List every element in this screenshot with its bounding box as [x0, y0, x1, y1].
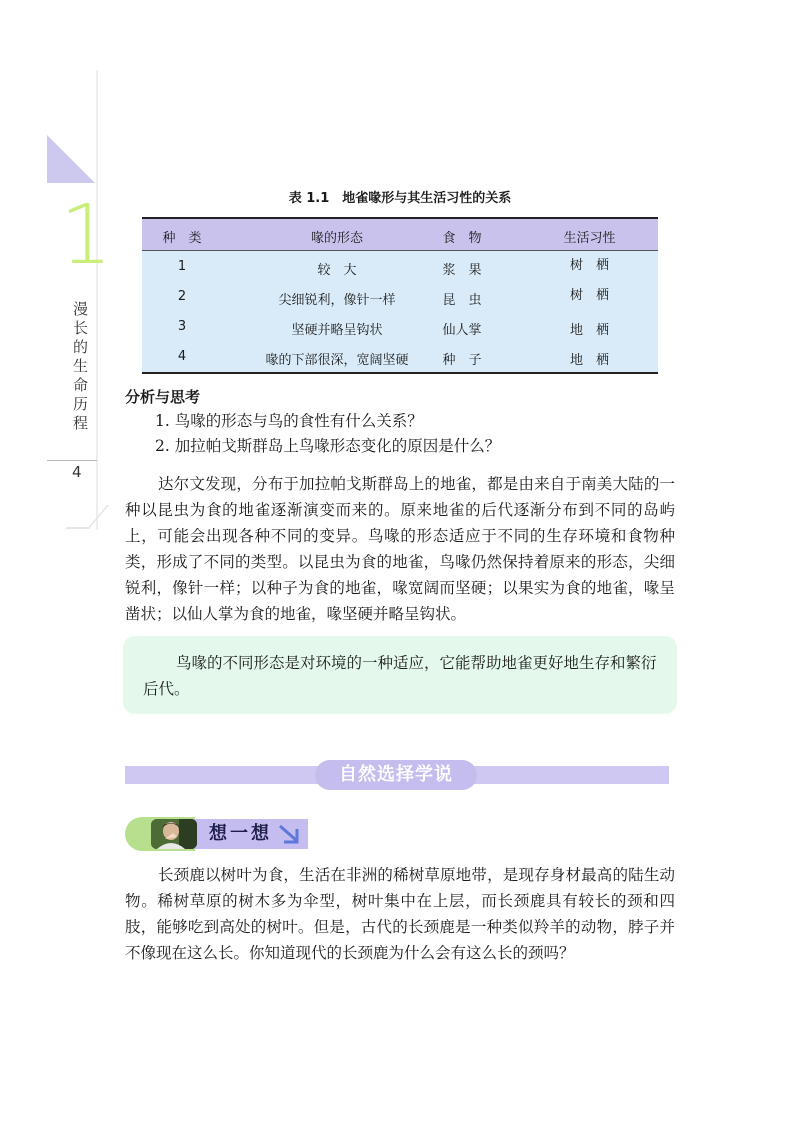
header-cell-species: 种 类: [162, 231, 202, 246]
table-cell: 昆 虫: [442, 293, 482, 308]
table-cell: 树 栖: [569, 288, 609, 303]
table-cell: 地 栖: [569, 353, 609, 368]
question-list: [155, 409, 685, 459]
think-badge: [125, 817, 308, 851]
table-cell: 2: [177, 289, 187, 304]
table-cell: 坚硬并略呈钩状: [291, 323, 383, 338]
table-cell: 尖细锐利，像针一样: [278, 293, 396, 308]
header-cell-food: 食 物: [442, 231, 482, 246]
header-cell-beak: 喙的形态: [310, 231, 363, 246]
table-cell: 4: [177, 349, 187, 364]
section-banner-title: 自然选择学说: [339, 764, 453, 785]
table-cell: 浆 果: [442, 263, 482, 278]
arrow-down-right-icon: [277, 823, 301, 845]
table-cell: 喙的下部很深，宽阔坚硬: [265, 353, 409, 368]
darwin-paragraph: 达尔文发现，分布于加拉帕戈斯群岛上的地雀，都是由来自于南美大陆的一种以昆虫为食的地雀逐渐演变而来的。原来地雀的后代逐渐分布到不同的岛屿上，可能会出现各种不同的变异。鸟喙的形态适应于不同的生存环境和食物种类，形成了不同的类型。以昆虫为食的地雀，鸟喙仍然保持着原来的形态，尖细锐利，像针一样；以种子为食的地雀，喙宽阔而坚硬；以果实为食的地雀，喙呈凿状；以仙人掌为食的地雀，喙坚硬并略呈钩状。: [125, 475, 675, 623]
analysis-heading: 分析与思考: [125, 388, 201, 406]
table-header-row: [142, 219, 658, 251]
table-cell: 地 栖: [569, 323, 609, 338]
data-table: [142, 217, 658, 374]
giraffe-paragraph: 长颈鹿以树叶为食，生活在非洲的稀树草原地带，是现存身材最高的陆生动物。稀树草原的树木多为伞型，树叶集中在上层，而长颈鹿具有较长的颈和四肢，能够吃到高处的树叶。但是，古代的长颈鹿是一种类似羚羊的动物，脖子并不像现在这么长。你知道现代的长颈鹿为什么会有这么长的颈吗？: [125, 866, 675, 962]
thinking-person-image: [151, 819, 197, 849]
table-caption: 表 1.1 地雀喙形与其生活习性的关系: [288, 191, 512, 206]
think-label: 想一想: [209, 823, 272, 844]
page-number: 4: [72, 463, 82, 481]
table-cell: 仙人掌: [442, 323, 482, 338]
header-cell-habit: 生活习性: [563, 231, 616, 246]
table-cell: 树 栖: [569, 258, 609, 273]
question-item: 1. 鸟喙的形态与鸟的食性有什么关系？: [155, 412, 423, 430]
question-item: 2. 加拉帕戈斯群岛上鸟喙形态变化的原因是什么？: [155, 437, 501, 455]
chapter-number: 1: [60, 188, 113, 283]
table-cell: 1: [177, 259, 187, 274]
summary-box: [123, 636, 677, 714]
table-cell: 3: [177, 319, 187, 334]
corner-triangle: [47, 135, 95, 183]
table-cell: 较 大: [317, 263, 357, 278]
summary-text: 鸟喙的不同形态是对环境的一种适应，它能帮助地雀更好地生存和繁衍后代。: [143, 654, 657, 698]
chapter-title: 漫长的生命历程: [73, 300, 89, 432]
margin-fold-decoration: [65, 505, 109, 529]
table-cell: 种 子: [442, 353, 482, 368]
